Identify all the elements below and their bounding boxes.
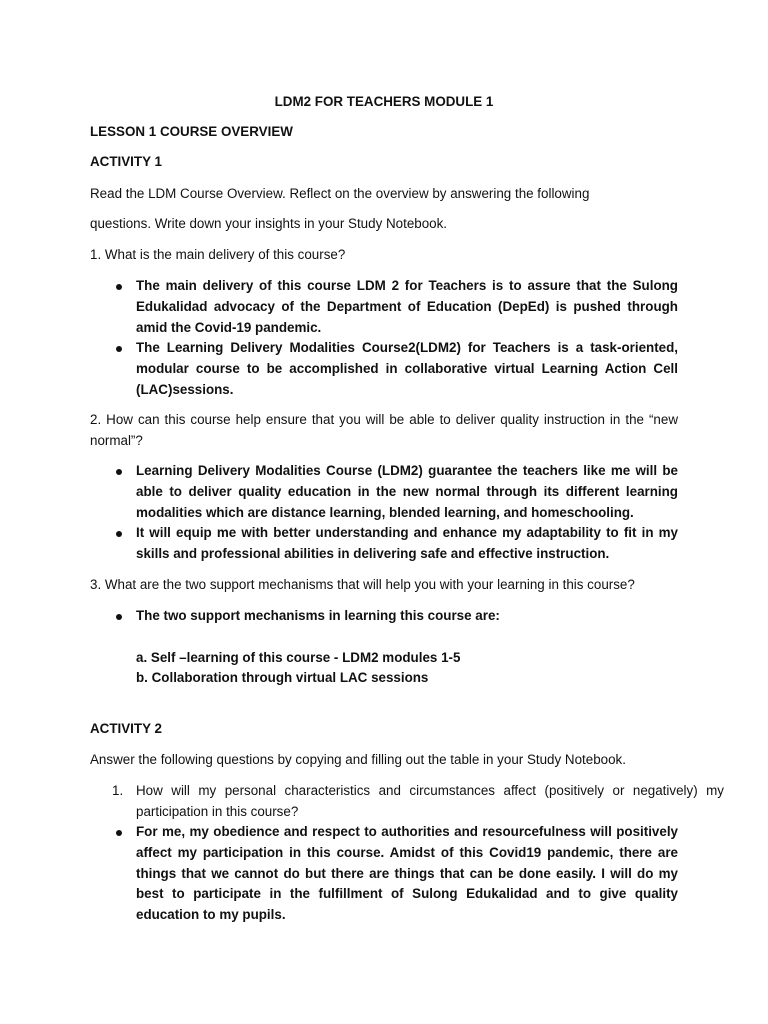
list-item: For me, my obedience and respect to authorities and resourcefulness will positively affect my participation in this course. Amidst of this Covid19 pandemic, there are things that we cannot do but there are things that can be done easily. I will do my best to participate in the fulfillment of Sulong Edukalidad and to give quality education to my pupils. [90, 822, 678, 926]
activity-1-intro-line-2: questions. Write down your insights in your Study Notebook. [90, 216, 448, 231]
list-item: It will equip me with better understanding and enhance my adaptability to fit in my skills and professional abilities in delivering safe and effective instruction. [90, 523, 678, 565]
item-text: How will my personal characteristics and circumstances affect (positively or negatively) my participation in this course? [136, 783, 724, 819]
question-1-answers [90, 276, 678, 401]
question-3-answers [90, 606, 678, 627]
question-2: 2. How can this course help ensure that you will be able to deliver quality instruction in the “new normal”? [90, 412, 678, 448]
item-number: 1. [112, 783, 124, 798]
activity-2-intro: Answer the following questions by copying and filling out the table in your Study Notebook. [90, 752, 626, 767]
activity-2-item-1 [90, 781, 724, 823]
list-item: Learning Delivery Modalities Course (LDM2) guarantee the teachers like me will be able to deliver quality education in the new normal through its different learning modalities which are distance learning, blended learning, and homeschooling. [90, 461, 678, 523]
list-item: The two support mechanisms in learning this course are: [90, 606, 678, 627]
list-item: The Learning Delivery Modalities Course2(LDM2) for Teachers is a task-oriented, modular course to be accomplished in collaborative virtual Learning Action Cell (LAC)sessions. [90, 338, 678, 400]
activity-2-item-1-answer [90, 822, 678, 926]
document-title: LDM2 FOR TEACHERS MODULE 1 [274, 94, 494, 109]
question-2-answers [90, 461, 678, 565]
activity-2-heading: ACTIVITY 2 [90, 721, 162, 736]
question-1: 1. What is the main delivery of this course? [90, 247, 346, 262]
lesson-heading: LESSON 1 COURSE OVERVIEW [90, 124, 293, 139]
activity-1-heading: ACTIVITY 1 [90, 154, 162, 169]
list-item: The main delivery of this course LDM 2 for Teachers is to assure that the Sulong Edukalidad advocacy of the Department of Education (DepEd) is pushed through amid the Covid-19 pandemic. [90, 276, 678, 338]
question-3: 3. What are the two support mechanisms that will help you with your learning in this course? [90, 577, 635, 592]
support-mechanism-b: b. Collaboration through virtual LAC sessions [136, 670, 429, 685]
support-mechanism-a: a. Self –learning of this course - LDM2 modules 1-5 [136, 650, 461, 665]
activity-1-intro-line-1: Read the LDM Course Overview. Reflect on the overview by answering the following [90, 186, 590, 201]
